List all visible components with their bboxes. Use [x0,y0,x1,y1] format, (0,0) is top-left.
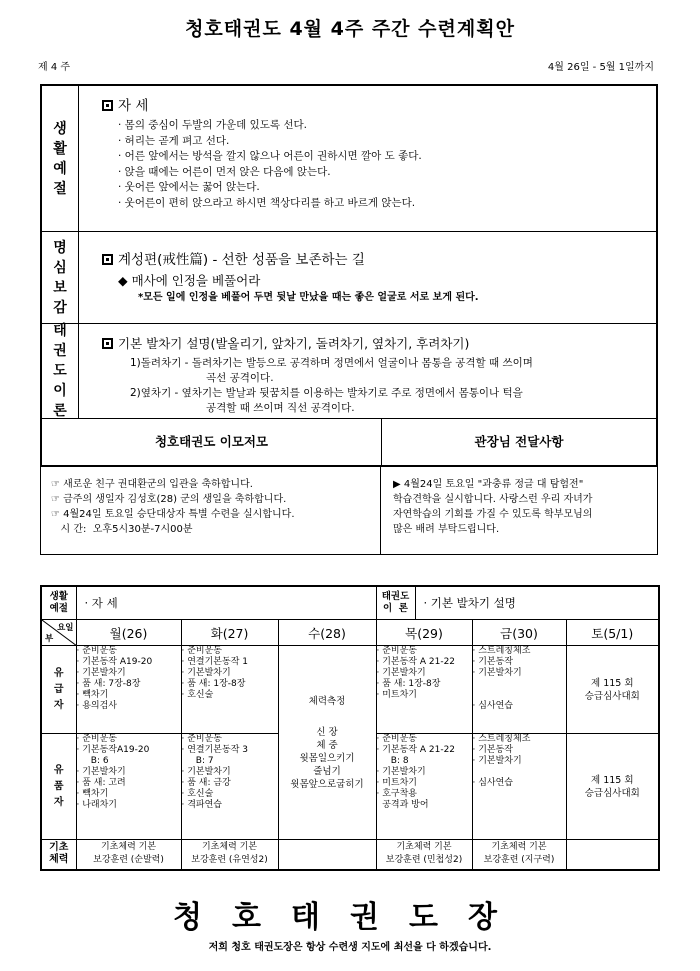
fitness-item: 줄넘기 [313,765,341,777]
day-header: 토(5/1) [566,620,659,646]
day-header: 목(29) [376,620,472,646]
news-header-cell [42,419,382,465]
news-item: ☞ 4월24일 토요일 승단대상자 특별 수련을 실시합니다. [51,509,295,520]
fitness-item: 윗몸일으키기 [299,752,355,764]
weekly-schedule-table [40,585,660,871]
square-bullet-icon [102,338,113,349]
schedule-cell: · 준비운동 · 연결기본동작 3 B: 7 · 기본발차기 · 품 새: 금강 · 호신술 · 격파연습 [181,734,278,840]
schedule-cell: · 준비운동 · 연결기본동작 1 · 기본발차기 · 품 새: 1장-8장 · 호신술 [181,646,278,734]
theory-line: 2)옆차기 - 옆차기는 발날과 뒷꿈치를 이용하는 발차기로 주로 정면에서 몸통이나 턱을 [130,387,523,399]
life-manners-section [42,86,656,232]
director-line: ▶ 4월24일 토요일 "과충류 정글 대 탐험전" [393,479,584,490]
theory-line: 1)돌려차기 - 돌려차기는 발등으로 공격하며 정면에서 얼굴이나 몸통을 공격할 때 쓰이며 [130,357,533,369]
fitness-item: 신 장 [316,726,338,738]
saturday-cell: 제 115 회 승급심사대회 [566,734,659,840]
fitness-cell: 기초체력 기본 보강훈련 (순발력) [76,840,181,870]
corner-bottom-label: 부 [45,634,54,644]
schedule-cell: · 준비운동 · 기본동작 A 21-22 B: 8 · 기본발차기 · 미트차기 · 호구착용 공격과 방어 [376,734,472,840]
corner-cell [41,620,76,646]
row-label-fitness: 기초 체력 [41,840,76,870]
life-item: · 허리는 곧게 펴고 선다. [118,134,230,147]
schedule-life-value: · 자 세 [76,586,376,620]
news-heading: 청호태권도 이모저모 [154,434,269,449]
schedule-life-label: 생활 예절 [41,586,76,620]
fitness-item: 체 중 [316,739,338,751]
director-heading: 관장님 전달사항 [474,434,564,449]
day-header: 수(28) [278,620,376,646]
week-number: 제 4 주 [38,62,71,73]
life-heading: 자 세 [118,98,149,114]
fitness-cell [278,840,376,870]
corner-top-label: 요일 [57,623,74,633]
news-item: 시 간: 오후5시30분-7시00분 [51,524,193,535]
curriculum-box [40,84,658,467]
footer-message: 저희 청호 태권도장은 항상 수련생 지도에 최선을 다 하겠습니다. [208,942,492,953]
myeongsim-sub: ◆ 매사에 인정을 베풀어라 [118,273,261,288]
schedule-theory-label: 태권도 이 론 [377,587,416,619]
news-item: ☞ 금주의 생일자 김성호(28) 군의 생일을 축하합니다. [51,494,287,505]
life-item: · 몸의 중심이 두발의 가운데 있도록 선다. [118,119,307,131]
life-item: · 웃어른이 편히 앉으라고 하시면 책상다리를 하고 바르게 앉는다. [118,196,416,209]
schedule-cell: · 스트레칭체조 · 기본동작 · 기본발차기 · 심사연습 [472,646,566,734]
life-item: · 앉을 때에는 어른이 먼저 앉은 다음에 앉는다. [118,165,331,178]
day-header: 금(30) [472,620,566,646]
schedule-cell: · 준비운동 · 기본동작 A 21-22 · 기본발차기 · 품 새: 1장-8장 · 미트차기 [376,646,472,734]
director-box [380,467,658,555]
dojang-name: 청호태권도장 [173,900,527,935]
myeongsim-label: 명 심 보 감 [42,232,79,323]
myeongsim-section [42,232,656,324]
schedule-cell: · 준비운동 · 기본동작 A19-20 · 기본발차기 · 품 새: 7장-8장 · 빽차기 · 용의검사 [76,646,181,734]
saturday-cell: 제 115 회 승급심사대회 [566,646,659,734]
director-header-cell [382,419,656,465]
day-header: 화(27) [181,620,278,646]
theory-line: 곡선 공격이다. [206,372,274,384]
fitness-cell [566,840,659,870]
schedule-cell: · 준비운동 · 기본동작A19-20 B: 6 · 기본발차기 · 품 새: 고려 · 빽차기 · 나래차기 [76,734,181,840]
fitness-cell: 기초체력 기본 보강훈련 (지구력) [472,840,566,870]
fitness-item: 윗몸앞으로굽히기 [290,778,364,790]
wednesday-fitness-cell [278,646,376,840]
square-bullet-icon [102,100,113,111]
life-item: · 어른 앞에서는 방석을 깔지 않으나 어른이 권하시면 깔아 도 좋다. [118,150,422,162]
row-label-poom-belt: 유 품 자 [41,734,76,840]
theory-line: 공격할 때 쓰이며 직선 공격이다. [206,402,355,414]
day-header: 월(26) [76,620,181,646]
director-line: 자연학습의 기회를 가질 수 있도록 학부모님의 [393,509,593,520]
theory-label: 태 권 도 이 론 [42,324,79,418]
news-item: ☞ 새로운 친구 권대환군의 입관을 축하합니다. [51,479,253,490]
life-manners-label: 생 활 예 절 [42,86,79,231]
date-range: 4월 26일 - 5월 1일까지 [547,62,654,73]
page-title: 청호태권도 4월 4주 주간 수련계획안 [185,18,515,40]
myeongsim-note: *모든 일에 인정을 베풀어 두면 뒷날 만났을 때는 좋은 얼굴로 서로 보게 된다. [138,292,479,303]
theory-heading: 기본 발차기 설명(발올리기, 앞차기, 돌려차기, 옆차기, 후려차기) [118,336,470,351]
theory-section [42,324,656,419]
fitness-cell: 기초체력 기본 보강훈련 (민첩성2) [376,840,472,870]
schedule-cell: · 스트레칭체조 · 기본동작 · 기본발차기 · 심사연습 [472,734,566,840]
news-box [40,467,381,555]
fitness-cell: 기초체력 기본 보강훈련 (유연성2) [181,840,278,870]
life-item: · 웃어른 앞에서는 꿇어 앉는다. [118,181,260,193]
myeongsim-heading: 계성편(戒性篇) - 선한 성품을 보존하는 길 [118,252,365,268]
schedule-theory-value: · 기본 발차기 설명 [423,596,516,610]
fitness-test-title: 체력측정 [308,695,346,707]
director-line: 학습견학을 실시합니다. 사랑스런 우리 자녀가 [393,494,593,505]
director-line: 많은 배려 부탁드립니다. [393,524,500,535]
row-label-colored-belt: 유 급 자 [41,646,76,734]
square-bullet-icon [102,254,113,265]
